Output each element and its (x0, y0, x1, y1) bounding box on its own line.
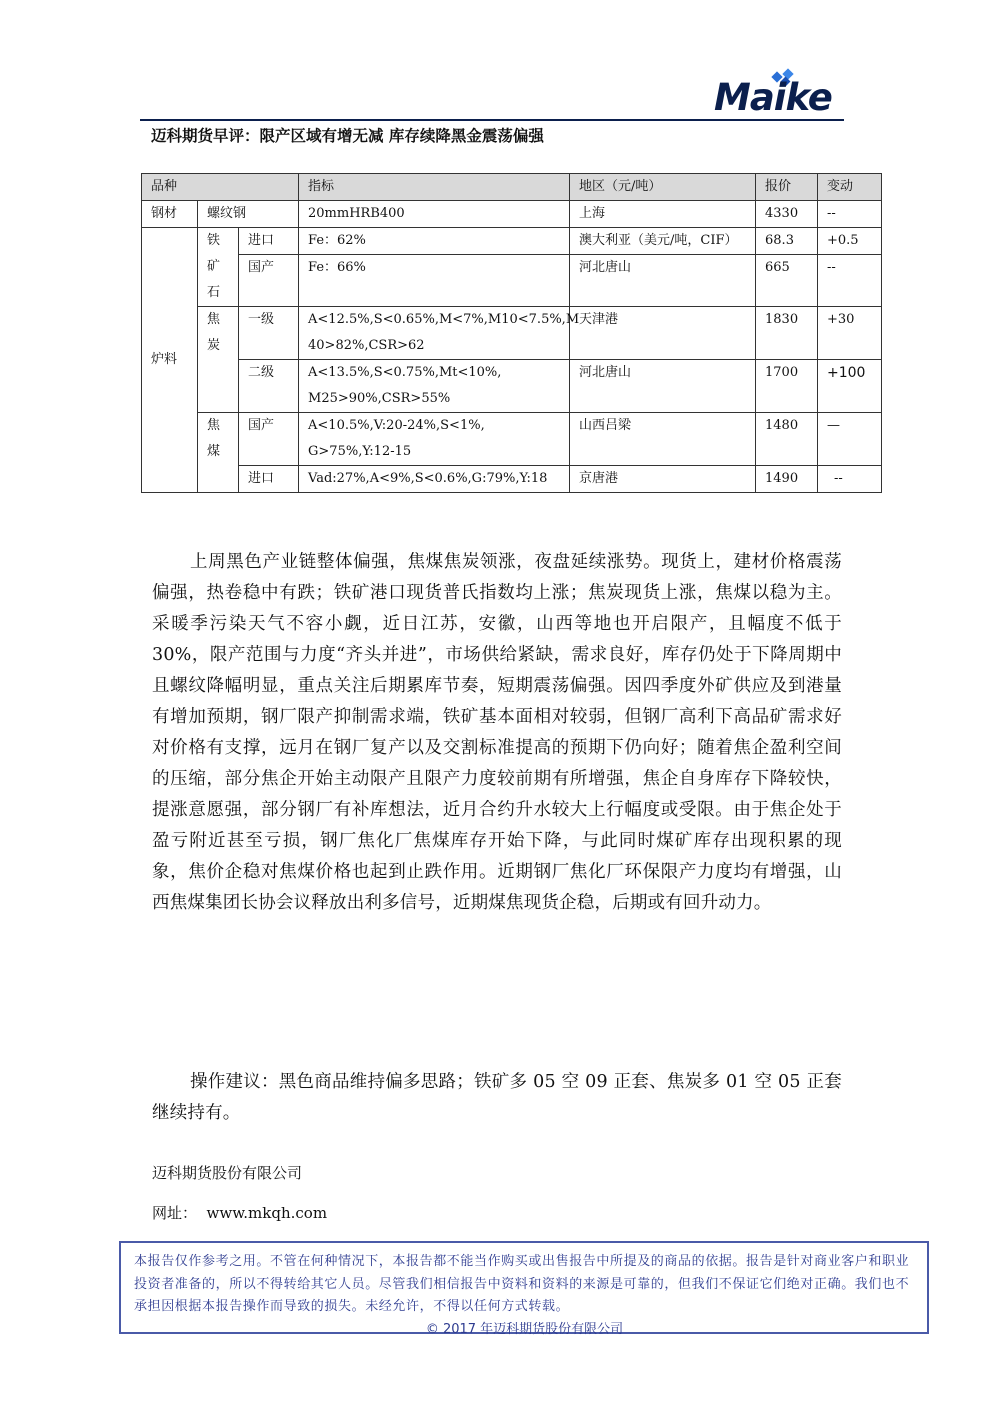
spec-line: G>75%,Y:12-15 (308, 444, 412, 459)
grade-cell: 国产 (239, 255, 299, 307)
category-furnace: 炉料 (142, 228, 198, 493)
header-rule (140, 119, 844, 121)
spec-cell: Fe：66% (299, 255, 570, 307)
spec-cell: Fe：62% (299, 228, 570, 255)
label-char: 炭 (207, 338, 221, 353)
change-cell: -- (818, 255, 882, 307)
region-cell: 澳大利亚（美元/吨，CIF） (570, 228, 756, 255)
category-steel: 钢材 (142, 201, 198, 228)
table-row (142, 360, 882, 413)
table-row (142, 201, 882, 228)
maike-logo (712, 66, 846, 120)
change-cell: +0.5 (818, 228, 882, 255)
label-char: 矿 (207, 259, 221, 274)
table-row (142, 413, 882, 466)
price-cell: 665 (756, 255, 818, 307)
label-char: 焦 (207, 418, 221, 433)
region-cell: 河北唐山 (570, 360, 756, 413)
spec-line: A<12.5%,S<0.65%,M<7%,M10<7.5%,M (308, 312, 580, 327)
spec-line: A<13.5%,S<0.75%,Mt<10%, (308, 365, 502, 380)
label-char: 石 (207, 285, 221, 300)
region-cell: 天津港 (570, 307, 756, 360)
copyright-line: © 2017 年迈科期货股份有限公司 (425, 1321, 624, 1337)
change-cell: -- (818, 201, 882, 228)
spec-cell: 20mmHRB400 (299, 201, 570, 228)
region-cell: 上海 (570, 201, 756, 228)
company-name: 迈科期货股份有限公司 (152, 1164, 303, 1182)
table-row (142, 466, 882, 493)
region-cell: 山西吕梁 (570, 413, 756, 466)
table-row (142, 228, 882, 255)
spec-line: 40>82%,CSR>62 (308, 338, 425, 353)
spec-cell (299, 413, 570, 466)
change-cell: +30 (818, 307, 882, 360)
price-cell: 4330 (756, 201, 818, 228)
header-variety: 品种 (142, 174, 299, 201)
price-cell: 1830 (756, 307, 818, 360)
table-header-row (142, 174, 882, 201)
region-cell: 京唐港 (570, 466, 756, 493)
label-char: 铁 (207, 233, 221, 248)
suggestion-paragraph: 操作建议：黑色商品维持偏多思路；铁矿多 05 空 09 正套、焦炭多 01 空 05 正套继续持有。 (152, 1072, 842, 1123)
disclaimer-box (119, 1241, 929, 1337)
change-cell: — (818, 413, 882, 466)
coking-coal-label (198, 413, 239, 493)
variety-rebar: 螺纹钢 (198, 201, 299, 228)
change-cell: -- (818, 466, 882, 493)
spec-line: M25>90%,CSR>55% (308, 391, 451, 406)
price-cell: 68.3 (756, 228, 818, 255)
label-char: 焦 (207, 312, 221, 327)
price-cell: 1490 (756, 466, 818, 493)
coke-label (198, 307, 239, 413)
grade-cell: 一级 (239, 307, 299, 360)
price-cell: 1480 (756, 413, 818, 466)
table-row (142, 307, 882, 360)
label-char: 煤 (207, 444, 221, 459)
header-change: 变动 (818, 174, 882, 201)
change-cell: +100 (818, 360, 882, 413)
website-line: 网址： www.mkqh.com (152, 1204, 328, 1222)
grade-cell: 进口 (239, 466, 299, 493)
grade-cell: 国产 (239, 413, 299, 466)
grade-cell: 二级 (239, 360, 299, 413)
spec-cell (299, 360, 570, 413)
spec-cell: Vad:27%,A<9%,S<0.6%,G:79%,Y:18 (299, 466, 570, 493)
iron-ore-label (198, 228, 239, 307)
table-row (142, 255, 882, 307)
disclaimer-text: 本报告仅作参考之用。不管在何种情况下，本报告都不能当作购买或出售报告中所提及的商品的依据。报告是针对商业客户和职业投资者准备的，所以不得转给其它人员。尽管我们相信报告中资料和资料的来源是可靠的，但我们不保证它们绝对正确。我们也不承担因根据本报告操作而导致的损失。未经允许，不得以任何方式转载。 (134, 1254, 910, 1314)
report-title: 迈科期货早评：限产区域有增无减 库存续降黑金震荡偏强 (151, 127, 544, 145)
spec-cell (299, 307, 580, 360)
price-table (141, 173, 882, 493)
grade-cell: 进口 (239, 228, 299, 255)
logo-text: Maike (714, 76, 832, 119)
region-cell: 河北唐山 (570, 255, 756, 307)
spec-line: A<10.5%,V:20-24%,S<1%, (308, 418, 485, 433)
header-spec: 指标 (299, 174, 570, 201)
header-region: 地区（元/吨） (570, 174, 756, 201)
header-price: 报价 (756, 174, 818, 201)
price-cell: 1700 (756, 360, 818, 413)
analysis-paragraph: 上周黑色产业链整体偏强，焦煤焦炭领涨，夜盘延续涨势。现货上，建材价格震荡偏强，热卷稳中有跌；铁矿港口现货普氏指数均上涨；焦炭现货上涨，焦煤以稳为主。采暖季污染天气不容小觑，近日江苏，安徽，山西等地也开启限产，且幅度不低于 30%，限产范围与力度“齐头并进”，市场供给紧缺，需求良好，库存仍处于下降周期中且螺纹降幅明显，重点关注后期累库节奏，短期震荡偏强。因四季度外矿供应及到港量有增加预期，钢厂限产抑制需求端，铁矿基本面相对较弱，但钢厂高利下高品矿需求好对价格有支撑，远月在钢厂复产以及交割标准提高的预期下仍向好；随着焦企盈利空间的压缩，部分焦企开始主动限产且限产力度较前期有所增强，焦企自身库存下降较快，提涨意愿强，部分钢厂有补库想法，近月合约升水较大上行幅度或受限。由于焦企处于盈亏附近甚至亏损，钢厂焦化厂焦煤库存开始下降，与此同时煤矿库存出现积累的现象，焦价企稳对焦煤价格也起到止跌作用。近期钢厂焦化厂环保限产力度均有增强，山西焦煤集团长协会议释放出利多信号，近期煤焦现货企稳，后期或有回升动力。 (152, 552, 842, 913)
